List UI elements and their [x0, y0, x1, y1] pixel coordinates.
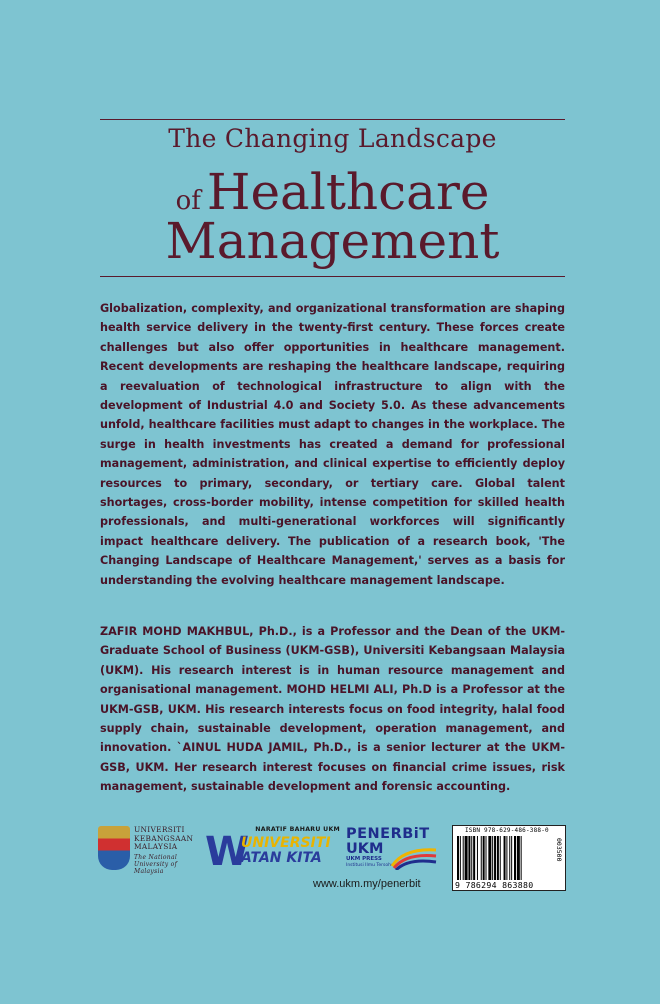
price-code: 003500	[555, 838, 563, 862]
uwk-tagline: NARATIF BAHARU UKM	[255, 826, 340, 833]
universiti-watan-kita-logo	[205, 826, 340, 875]
uwk-w-letter: W	[205, 829, 250, 875]
ukm-logo	[98, 826, 202, 876]
penerbit-ukm-logo	[346, 826, 442, 876]
isbn-number: 9 786294 863880	[455, 880, 534, 890]
uwk-line-2: ATAN KITA	[241, 850, 322, 866]
ukm-crest-icon	[98, 826, 130, 870]
book-wave-icon	[390, 844, 438, 870]
barcode-icon	[457, 836, 543, 880]
uwk-line-1: UNIVERSITI	[241, 835, 331, 851]
penerbit-title: PENERBiT	[346, 826, 430, 842]
penerbit-ukm: UKM	[346, 841, 384, 857]
title-management: Management	[165, 212, 500, 270]
title-healthcare: Healthcare	[206, 163, 490, 221]
isbn-top-label: ISBN 978-629-486-388-0	[465, 827, 549, 834]
penerbit-press: UKM PRESS	[346, 856, 382, 862]
synopsis-paragraph: Globalization, complexity, and organizational transformation are shaping health service delivery in the twenty-first century. These forces create challenges but also offer opportunities in healthcare management. Recent developments are reshaping the healthcare landscape, requiring a reevaluation of technological infrastructure to align with the development of Industrial 4.0 and Society 5.0. As these advancements unfold, healthcare facilities must adapt to changes in the workplace. The surge in health investments has created a demand for professional management, administration, and clinical expertise to efficiently deploy resources to primary, secondary, or tertiary care. Global talent shortages, cross-border mobility, intense competition for skilled health professionals, and multi-generational workforces will significantly impact healthcare delivery. The publication of a research book, 'The Changing Landscape of Healthcare Management,' serves as a basis for understanding the evolving healthcare management landscape.	[100, 302, 565, 587]
isbn-barcode	[452, 825, 566, 891]
authors-paragraph: ZAFIR MOHD MAKHBUL, Ph.D., is a Professor and the Dean of the UKM-Graduate School of Business (UKM-GSB), Universiti Kebangsaan Malaysia (UKM). His research interest is in human resource management and organisational management. MOHD HELMI ALI, Ph.D is a Professor at the UKM-GSB, UKM. His research interests focus on food integrity, halal food supply chain, sustainable development, operation management, and innovation. `AINUL HUDA JAMIL, Ph.D., is a senior lecturer at the UKM-GSB, UKM. Her research interest focuses on financial crime issues, risk management, sustainable development and forensic accounting.	[100, 625, 565, 794]
bottom-rule	[100, 276, 565, 277]
title-of: of	[175, 186, 201, 216]
penerbit-institute: Institusi Ilmu Tersohor	[346, 863, 396, 868]
title-line-1: The Changing Landscape	[168, 124, 497, 153]
publisher-url[interactable]: www.ukm.my/penerbit	[313, 878, 421, 890]
top-rule	[100, 119, 565, 120]
ukm-logo-text: UNIVERSITI KEBANGSAAN MALAYSIA The National University of Malaysia	[134, 825, 194, 875]
